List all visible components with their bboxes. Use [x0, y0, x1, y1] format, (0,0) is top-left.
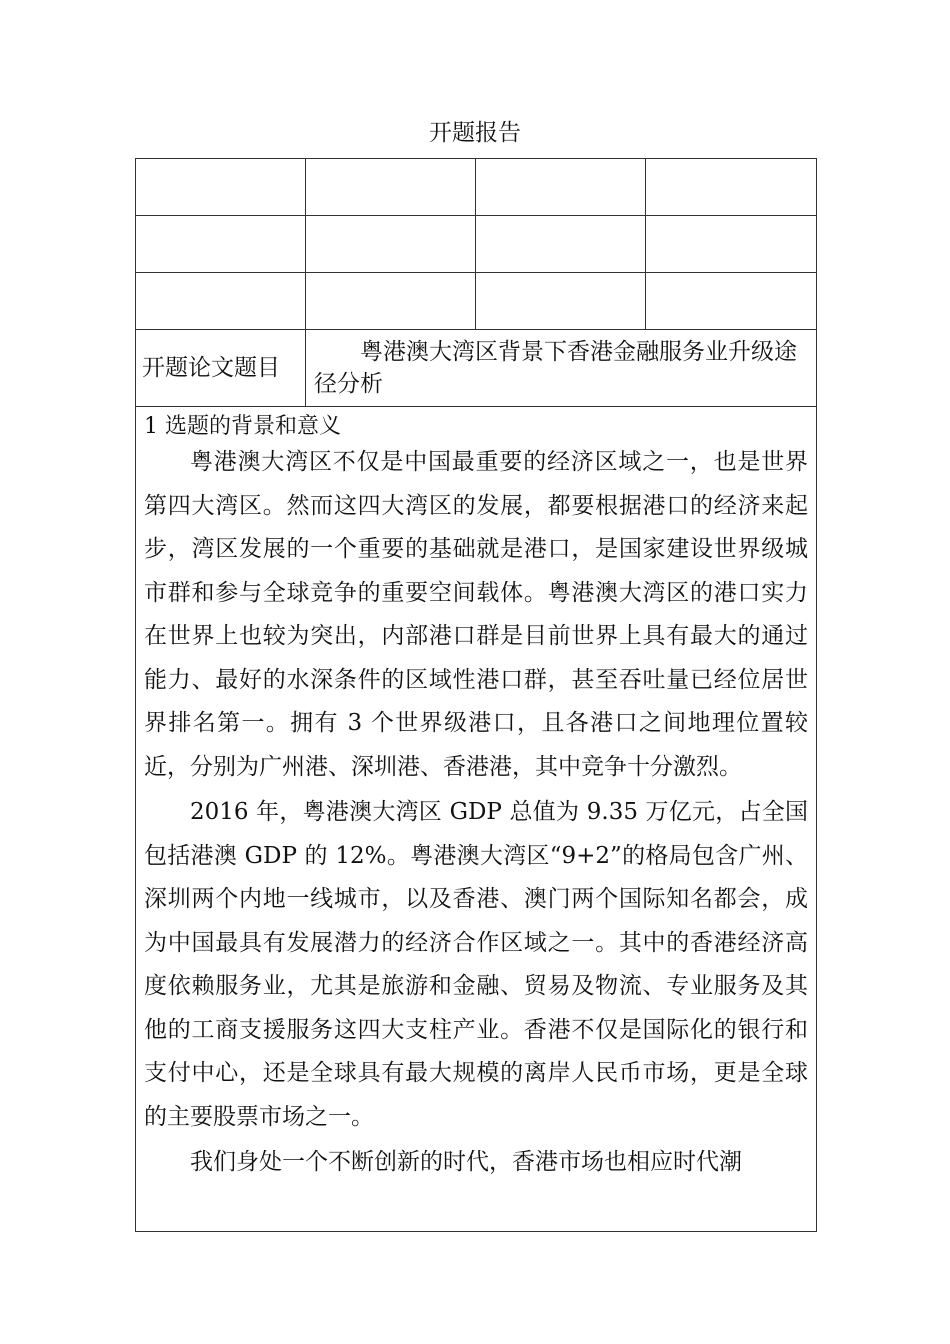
- blank-cell: [306, 273, 476, 330]
- document-title: 开题报告: [429, 120, 521, 146]
- section-heading: 1 选题的背景和意义: [144, 414, 341, 439]
- blank-row-2: [136, 216, 817, 273]
- topic-label: 开题论文题目: [136, 330, 306, 407]
- blank-row-1: [136, 159, 817, 216]
- topic-row: [136, 330, 817, 407]
- blank-cell: [646, 273, 817, 330]
- blank-cell: [646, 159, 817, 216]
- blank-cell: [136, 273, 306, 330]
- blank-row-3: [136, 273, 817, 330]
- blank-cell: [476, 273, 646, 330]
- blank-cell: [476, 159, 646, 216]
- blank-cell: [136, 216, 306, 273]
- content-cell: [136, 407, 817, 1232]
- report-table: [135, 158, 817, 1232]
- paragraph-2: 2016 年，粤港澳大湾区 GDP 总值为 9.35 万亿元，占全国包括港澳 GDP 的 12%。粤港澳大湾区“9+2”的格局包含广州、 深圳两个内地一线城市，以及香港、澳门两个国际知名都会，成为中国最具有发展潜力的经济合作区域之一。其中的香港经济高度依赖服务业，尤其是旅游和金融、贸易及物流、专业服务及其他的工商支援服务这四大支柱产业。香港不仅是国际化的银行和支付中心，还是全球具有最大规模的离岸人民币市场，更是全球的主要股票市场之一。: [144, 799, 808, 1130]
- topic-value: 粤港澳大湾区背景下香港金融服务业升级途径分析: [306, 330, 817, 407]
- blank-cell: [136, 159, 306, 216]
- paragraph-3: 我们身处一个不断创新的时代，香港市场也相应时代潮: [190, 1149, 742, 1175]
- blank-cell: [646, 216, 817, 273]
- blank-cell: [476, 216, 646, 273]
- paragraph-1: 粤港澳大湾区不仅是中国最重要的经济区域之一，也是世界第四大湾区。然而这四大湾区的发展，都要根据港口的经济来起步，湾区发展的一个重要的基础就是港口，是国家建设世界级城市群和参与全球竞争的重要空间载体。粤港澳大湾区的港口实力在世界上也较为突出，内部港口群是目前世界上具有最大的通过能力、最好的水深条件的区域性港口群，甚至吞吐量已经位居世界排名第一。拥有 3 个世界级港口，且各港口之间地理位置较近，分别为广州港、深圳港、香港港，其中竞争十分激烈。: [144, 449, 808, 780]
- blank-cell: [306, 159, 476, 216]
- content-row: [136, 407, 817, 1232]
- blank-cell: [306, 216, 476, 273]
